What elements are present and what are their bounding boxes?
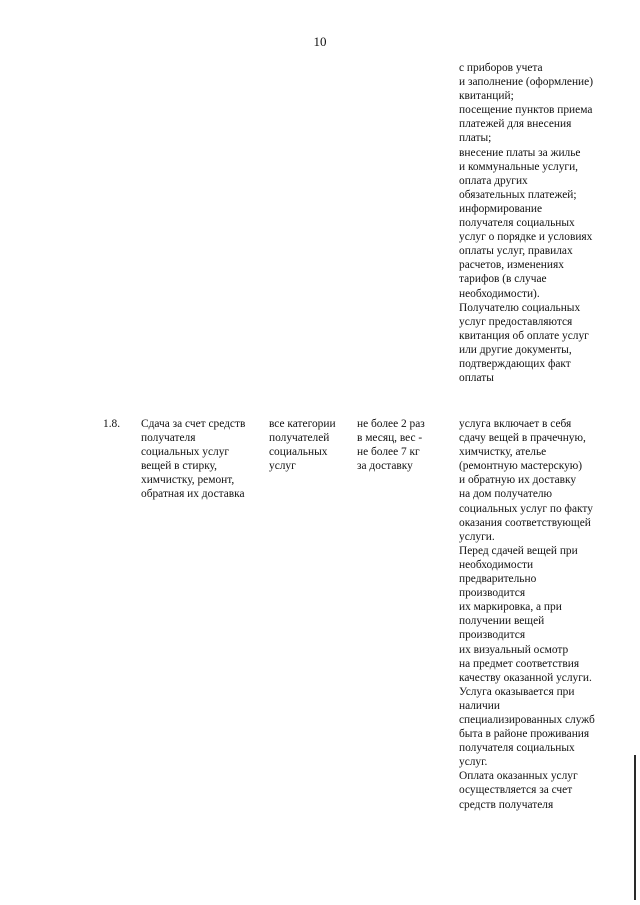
continued-description-cell <box>459 61 593 385</box>
text-line: оказания соответствующей <box>459 516 591 529</box>
row-number: 1.8. <box>103 418 121 430</box>
text-line: Перед сдачей вещей при <box>459 544 578 557</box>
text-line: и заполнение (оформление) <box>459 76 593 89</box>
page-number: 10 <box>313 34 327 49</box>
text-line: или другие документы, <box>459 343 572 356</box>
text-line: сдачу вещей в прачечную, <box>459 432 586 445</box>
text-line: не более 7 кг <box>357 446 420 459</box>
text-line: платежей для внесения <box>459 118 572 131</box>
text-line: производится <box>459 587 526 600</box>
text-line: услуг о порядке и условиях <box>459 231 593 244</box>
text-line: (ремонтную мастерскую) <box>459 460 583 473</box>
text-line: вещей в стирку, <box>141 460 217 473</box>
text-line: квитанций; <box>459 90 514 103</box>
text-line: специализированных служб <box>459 713 595 726</box>
text-line: подтверждающих факт <box>459 357 571 370</box>
text-line: осуществляется за счет <box>459 784 573 797</box>
text-line: тарифов (в случае <box>459 273 547 286</box>
text-line: оплаты услуг, правилах <box>459 245 573 258</box>
text-line: оплаты <box>459 372 494 385</box>
text-line: услуги. <box>459 530 495 543</box>
text-line: Сдача за счет средств <box>141 418 246 430</box>
text-line: с приборов учета <box>459 62 543 74</box>
text-line: обязательных платежей; <box>459 188 577 201</box>
recipient-category-cell <box>269 417 336 473</box>
text-line: услуга включает в себя <box>459 418 572 430</box>
text-line: информирование <box>459 202 543 215</box>
text-line: предварительно <box>459 573 537 586</box>
text-line: на дом получателю <box>459 488 553 501</box>
text-line: квитанция об оплате услуг <box>459 329 589 342</box>
text-line: услуг. <box>459 756 488 769</box>
text-line: получателя социальных <box>459 217 575 230</box>
text-line: услуг предоставляются <box>459 315 573 328</box>
text-line: химчистку, ателье <box>459 446 547 459</box>
text-line: наличии <box>459 699 500 712</box>
text-line: необходимости). <box>459 287 540 300</box>
text-line: получателя социальных <box>459 742 575 755</box>
text-line: социальных услуг <box>141 446 230 459</box>
text-line: не более 2 раз <box>357 418 425 430</box>
service-name-cell <box>141 417 245 502</box>
text-line: химчистку, ремонт, <box>141 474 235 487</box>
scan-edge-mark <box>634 755 636 900</box>
text-line: Услуга оказывается при <box>459 685 575 698</box>
text-line: получателей <box>269 432 330 445</box>
service-volume-cell <box>357 417 425 473</box>
text-line: их маркировка, а при <box>459 601 562 614</box>
text-line: их визуальный осмотр <box>459 643 569 656</box>
text-line: посещение пунктов приема <box>459 104 593 117</box>
text-line: Получателю социальных <box>459 301 581 314</box>
text-line: качеству оказанной услуги. <box>459 671 592 684</box>
text-line: обратная их доставка <box>141 488 245 501</box>
text-line: все категории <box>269 418 336 430</box>
text-line: расчетов, изменениях <box>459 259 564 272</box>
text-line: средств получателя <box>459 798 554 811</box>
text-line: быта в районе проживания <box>459 728 590 741</box>
text-line: Оплата оказанных услуг <box>459 770 578 783</box>
text-line: внесение платы за жилье <box>459 146 581 159</box>
text-line: оплата других <box>459 174 528 187</box>
service-description-cell <box>459 417 595 812</box>
text-line: получателя <box>141 432 196 445</box>
text-line: на предмет соответствия <box>459 657 580 670</box>
text-line: производится <box>459 629 526 642</box>
text-line: социальных <box>269 446 328 459</box>
text-line: в месяц, вес - <box>357 432 423 445</box>
text-line: и обратную их доставку <box>459 474 577 487</box>
text-line: услуг <box>269 460 296 473</box>
text-line: платы; <box>459 132 492 145</box>
text-line: необходимости <box>459 558 534 571</box>
text-line: получении вещей <box>459 615 545 628</box>
text-line: и коммунальные услуги, <box>459 160 579 173</box>
text-line: за доставку <box>357 460 413 473</box>
text-line: социальных услуг по факту <box>459 502 593 515</box>
